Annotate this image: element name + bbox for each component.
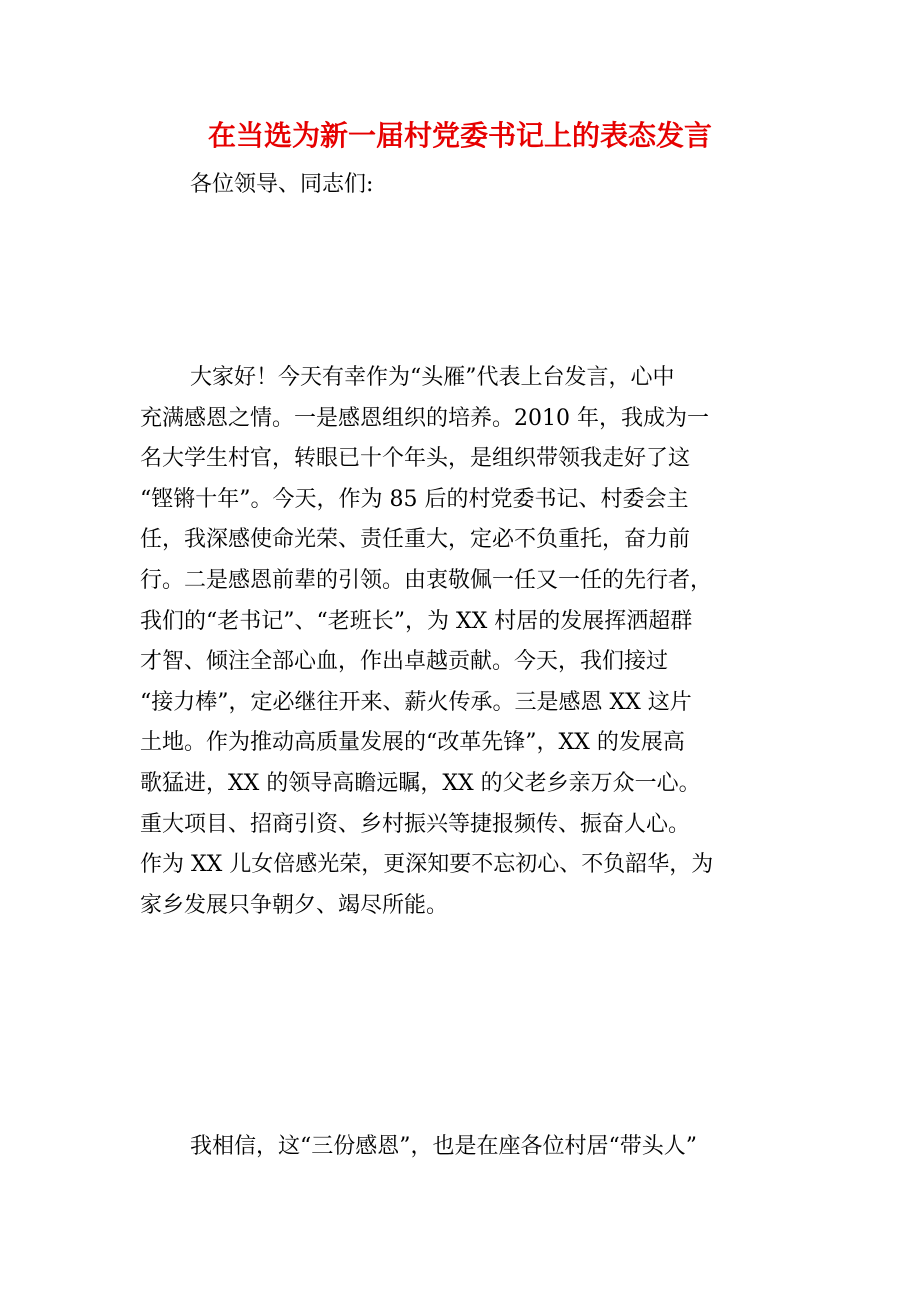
- paragraph-line: 才智、倾注全部心血，作出卓越贡献。今天，我们接过: [140, 649, 669, 675]
- paragraph-line: 重大项目、招商引资、乡村振兴等捷报频传、振奋人心。: [140, 811, 691, 837]
- paragraph-line: 充满感恩之情。一是感恩组织的培养。2010 年，我成为一: [140, 405, 709, 431]
- paragraph-line: “铿锵十年”。今天，作为 85 后的村党委书记、村委会主: [140, 486, 689, 512]
- paragraph-line: 土地。作为推动高质量发展的“改革先锋”，XX 的发展高: [140, 730, 685, 756]
- document-title: 在当选为新一届村党委书记上的表态发言: [207, 119, 712, 152]
- salutation: 各位领导、同志们:: [190, 172, 374, 197]
- paragraph-line: 行。二是感恩前辈的引领。由衷敬佩一任又一任的先行者，: [140, 567, 713, 593]
- paragraph-line: 我们的“老书记”、“老班长”，为 XX 村居的发展挥洒超群: [140, 608, 693, 634]
- paragraph-line: 名大学生村官，转眼已十个年头，是组织带领我走好了这: [140, 446, 691, 472]
- paragraph-line: 歌猛进，XX 的领导高瞻远瞩，XX 的父老乡亲万众一心。: [140, 770, 701, 796]
- paragraph-line: 我相信，这“三份感恩”，也是在座各位村居“带头人”: [190, 1134, 697, 1159]
- paragraph-2: [140, 1127, 800, 1168]
- paragraph-line: 任，我深感使命光荣、责任重大，定必不负重托，奋力前: [140, 527, 691, 553]
- paragraph-1: [140, 358, 800, 926]
- paragraph-line: 家乡发展只争朝夕、竭尽所能。: [140, 892, 449, 918]
- paragraph-line: 作为 XX 儿女倍感光荣，更深知要不忘初心、不负韶华，为: [140, 852, 714, 878]
- paragraph-line: “接力棒”，定必继往开来、薪火传承。三是感恩 XX 这片: [140, 689, 692, 715]
- paragraph-line: 大家好！今天有幸作为“头雁”代表上台发言，心中: [190, 365, 675, 390]
